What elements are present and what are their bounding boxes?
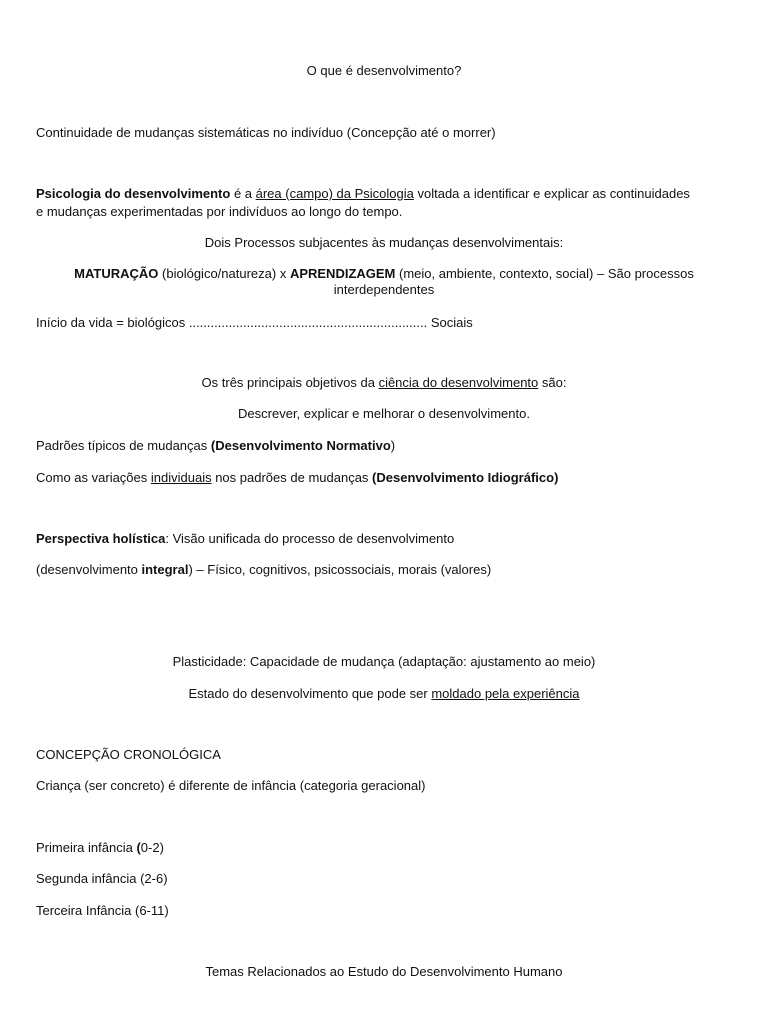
chronological-heading: CONCEPÇÃO CRONOLÓGICA — [36, 747, 221, 762]
maturation-line-2: interdependentes — [333, 282, 435, 297]
normative-term: (Desenvolvimento Normativo — [210, 438, 391, 453]
psychology-term: Psicologia do desenvolvimento — [36, 186, 231, 201]
objectives-text-2: são: — [538, 375, 567, 390]
holistic-line — [36, 530, 454, 547]
page-title: O que é desenvolvimento? — [306, 63, 462, 78]
two-processes-line: Dois Processos subjacentes às mudanças desenvolvimentais: — [204, 235, 564, 250]
learning-term: APRENDIZAGEM — [289, 266, 396, 281]
child-line: Criança (ser concreto) é diferente de infância (categoria geracional) — [36, 778, 426, 793]
integral-text-2: ) – Físico, cognitivos, psicossociais, morais (valores) — [188, 562, 492, 577]
patterns-line — [36, 437, 395, 454]
variations-text-2: nos padrões de mudanças — [211, 470, 373, 485]
definition-line: Continuidade de mudanças sistemáticas no indivíduo (Concepção até o morrer) — [36, 125, 496, 140]
first-childhood-paren: ( — [136, 840, 141, 855]
objectives-text-1: Os três principais objetivos da — [201, 375, 379, 390]
patterns-text-2: ) — [390, 438, 396, 453]
variations-text-1: Como as variações — [36, 470, 151, 485]
third-childhood-line: Terceira Infância (6-11) — [36, 903, 169, 918]
plasticity-line: Plasticidade: Capacidade de mudança (adaptação: ajustamento ao meio) — [172, 654, 596, 669]
maturation-text-2: (meio, ambiente, contexto, social) – São processos — [395, 266, 694, 281]
psychology-definition-line-2: e mudanças experimentadas por indivíduos ao longo do tempo. — [36, 204, 403, 219]
state-line — [0, 685, 768, 702]
first-childhood-text-1: Primeira infância — [36, 840, 137, 855]
integral-line — [36, 561, 491, 578]
psychology-area-link: área (campo) da Psicologia — [255, 186, 414, 201]
describe-line: Descrever, explicar e melhorar o desenvolvimento. — [238, 406, 530, 421]
psychology-text-1: é a — [230, 186, 256, 201]
first-childhood-line — [36, 839, 164, 856]
holistic-term: Perspectiva holística — [36, 531, 166, 546]
holistic-text: : Visão unificada do processo de desenvolvimento — [165, 531, 455, 546]
psychology-definition-line-1 — [36, 185, 690, 202]
idiographic-term: (Desenvolvimento Idiográfico) — [372, 470, 559, 485]
state-text: Estado do desenvolvimento que pode ser — [188, 686, 432, 701]
first-childhood-text-2: 0-2) — [140, 840, 164, 855]
maturation-term: MATURAÇÃO — [74, 266, 159, 281]
psychology-text-2: voltada a identificar e explicar as continuidades — [413, 186, 690, 201]
shaped-by-experience-link: moldado pela experiência — [431, 686, 580, 701]
variations-line — [36, 469, 558, 486]
related-themes-line: Temas Relacionados ao Estudo do Desenvolvimento Humano — [205, 964, 563, 979]
patterns-text-1: Padrões típicos de mudanças — [36, 438, 211, 453]
maturation-line-1 — [0, 265, 768, 282]
objectives-line — [0, 374, 768, 391]
individual-link: individuais — [150, 470, 212, 485]
development-science-link: ciência do desenvolvimento — [378, 375, 539, 390]
life-start-line: Início da vida = biológicos .................................................................. Sociais — [36, 315, 473, 330]
maturation-text-1: (biológico/natureza) x — [158, 266, 290, 281]
integral-text-1: (desenvolvimento — [36, 562, 142, 577]
second-childhood-line: Segunda infância (2-6) — [36, 871, 168, 886]
integral-term: integral — [141, 562, 189, 577]
